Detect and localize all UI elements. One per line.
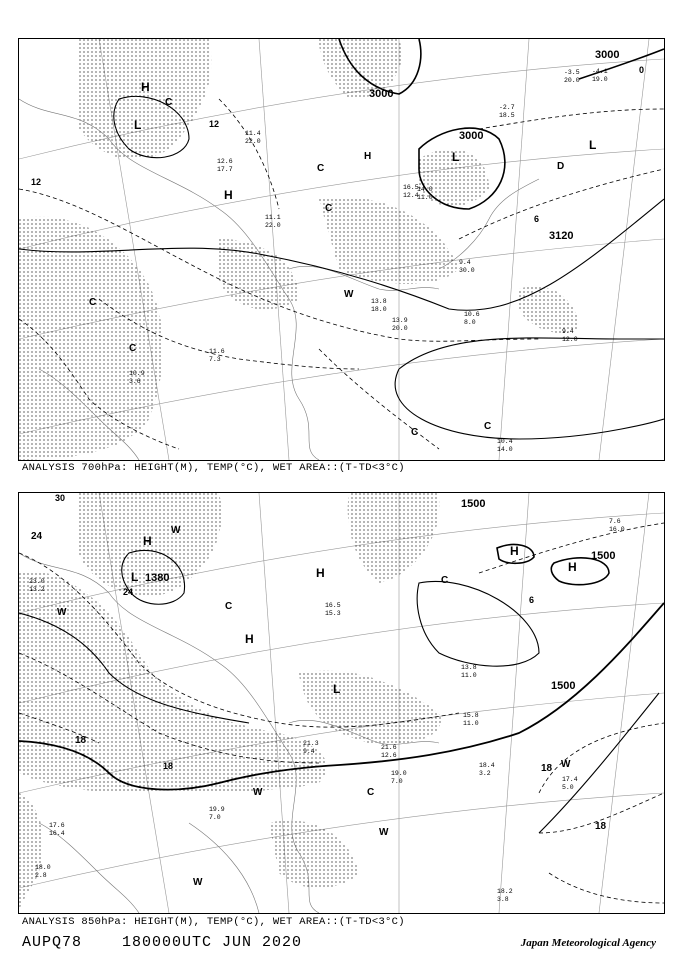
station-plot xyxy=(325,602,341,617)
pressure-center-low: L xyxy=(134,118,142,132)
svg-text:17.4: 17.4 xyxy=(562,776,578,783)
pressure-center-low: L xyxy=(131,570,139,584)
station-plot xyxy=(463,712,479,727)
station-plot xyxy=(497,438,513,453)
station-plot xyxy=(49,822,65,837)
cold-center-marker: C xyxy=(317,163,325,174)
isotherm-label: 18 xyxy=(541,763,553,774)
map-850hpa-caption: ANALYSIS 850hPa: HEIGHT(M), TEMP(°C), WET AREA::(T-TD<3°C) xyxy=(22,916,405,928)
svg-text:9.4: 9.4 xyxy=(303,748,315,755)
svg-text:7.3: 7.3 xyxy=(209,356,221,363)
height-label-3000-n: 3000 xyxy=(369,88,394,100)
pressure-center-low: L xyxy=(589,138,597,152)
height-label-3000-low: 3000 xyxy=(459,130,484,142)
svg-text:18.0: 18.0 xyxy=(35,864,51,871)
svg-text:16.5: 16.5 xyxy=(403,184,419,191)
station-plot xyxy=(381,744,397,759)
cold-center-marker: C xyxy=(225,601,233,612)
svg-text:11.1: 11.1 xyxy=(265,214,281,221)
height-label-1500-n: 1500 xyxy=(461,498,486,510)
svg-text:7.6: 7.6 xyxy=(609,518,621,525)
station-plot xyxy=(499,104,515,119)
svg-text:20.0: 20.0 xyxy=(564,77,580,84)
svg-text:16.0: 16.0 xyxy=(609,526,625,533)
svg-text:9.4: 9.4 xyxy=(459,259,471,266)
pressure-center-high: H xyxy=(224,188,233,202)
svg-text:12.6: 12.6 xyxy=(217,158,233,165)
pressure-center-high: H xyxy=(510,544,519,558)
warm-center-marker: W xyxy=(561,759,571,770)
height-label-1500-e: 1500 xyxy=(551,680,576,692)
svg-text:19.0: 19.0 xyxy=(391,770,407,777)
station-plot xyxy=(391,770,407,785)
map-850hpa xyxy=(18,492,665,914)
cold-center-marker: C xyxy=(165,97,173,108)
svg-text:22.0: 22.0 xyxy=(265,222,281,229)
svg-text:8.0: 8.0 xyxy=(464,319,476,326)
isotherm-label: 24 xyxy=(123,587,134,597)
warm-center-marker: W xyxy=(379,827,389,838)
station-plot xyxy=(461,664,477,679)
isotherm-label: 24 xyxy=(31,531,43,542)
isotherm-label: 18 xyxy=(163,761,174,771)
height-label-3000-ne: 3000 xyxy=(595,49,620,61)
svg-text:17.6: 17.6 xyxy=(49,822,65,829)
warm-center-marker: W xyxy=(171,525,181,536)
warm-center-marker: W xyxy=(57,607,67,618)
station-plot xyxy=(245,130,261,145)
svg-text:13.8: 13.8 xyxy=(371,298,387,305)
svg-text:11.0: 11.0 xyxy=(463,720,479,727)
wet-areas xyxy=(19,39,579,460)
svg-text:2.8: 2.8 xyxy=(35,872,47,879)
svg-text:11.0: 11.0 xyxy=(461,672,477,679)
station-plot xyxy=(35,864,51,879)
svg-text:18.4: 18.4 xyxy=(479,762,495,769)
station-plot xyxy=(464,311,480,326)
isotherm-label: 6 xyxy=(529,595,535,605)
svg-text:-3.5: -3.5 xyxy=(564,69,580,76)
wet-areas xyxy=(19,493,441,913)
station-plot xyxy=(209,348,225,363)
cold-center-marker: C xyxy=(441,575,449,586)
svg-text:-2.7: -2.7 xyxy=(499,104,515,111)
station-plot xyxy=(417,186,433,201)
svg-text:14.0: 14.0 xyxy=(417,186,433,193)
svg-text:18.2: 18.2 xyxy=(497,888,513,895)
svg-text:16.5: 16.5 xyxy=(325,602,341,609)
station-plot xyxy=(479,762,495,777)
svg-text:30.0: 30.0 xyxy=(459,267,475,274)
cold-center-marker: C xyxy=(89,297,97,308)
isotherm-label: 18 xyxy=(75,735,87,746)
station-plot xyxy=(564,69,580,84)
svg-text:18.5: 18.5 xyxy=(499,112,515,119)
svg-text:13.8: 13.8 xyxy=(461,664,477,671)
station-plot xyxy=(209,806,225,821)
map-700hpa xyxy=(18,38,665,461)
cold-center-marker: C xyxy=(367,787,375,798)
svg-text:5.0: 5.0 xyxy=(562,784,574,791)
pressure-center-high: H xyxy=(141,80,150,94)
temp-marker-d: D xyxy=(557,161,565,172)
svg-text:11.4: 11.4 xyxy=(245,130,261,137)
svg-text:20.0: 20.0 xyxy=(392,325,408,332)
svg-text:-4.1: -4.1 xyxy=(592,68,608,75)
svg-text:23.0: 23.0 xyxy=(29,578,45,585)
svg-text:7.0: 7.0 xyxy=(209,814,221,821)
height-label-1380: 1380 xyxy=(145,572,170,584)
map-700hpa-canvas xyxy=(19,39,664,460)
svg-text:21.6: 21.6 xyxy=(381,744,397,751)
cold-center-marker: C xyxy=(129,343,137,354)
warm-center-marker: W xyxy=(344,289,354,300)
cold-center-marker: C xyxy=(411,427,419,438)
station-plot xyxy=(265,214,281,229)
svg-text:7.0: 7.0 xyxy=(391,778,403,785)
station-plot xyxy=(609,518,625,533)
svg-text:3.8: 3.8 xyxy=(497,896,509,903)
station-plot xyxy=(392,317,408,332)
svg-text:16.4: 16.4 xyxy=(49,830,65,837)
svg-text:14.0: 14.0 xyxy=(497,446,513,453)
isotherm-label: 12 xyxy=(31,177,42,187)
warm-center-marker: W xyxy=(253,787,263,798)
svg-text:19.0: 19.0 xyxy=(592,76,608,83)
map-850hpa-canvas xyxy=(19,493,664,913)
svg-text:19.9: 19.9 xyxy=(209,806,225,813)
isotherm-label: 6 xyxy=(534,214,540,224)
svg-text:3.2: 3.2 xyxy=(479,770,491,777)
agency-credit: Japan Meteorological Agency xyxy=(520,937,656,949)
pressure-center-high: H xyxy=(316,566,325,580)
svg-text:12.0: 12.0 xyxy=(562,336,578,343)
height-label-3120: 3120 xyxy=(549,230,574,242)
station-plot xyxy=(371,298,387,313)
svg-text:13.2: 13.2 xyxy=(29,586,45,593)
station-plot xyxy=(592,68,608,83)
svg-text:13.9: 13.9 xyxy=(392,317,408,324)
svg-text:15.3: 15.3 xyxy=(325,610,341,617)
svg-text:3.6: 3.6 xyxy=(129,378,141,385)
pressure-center-high: H xyxy=(568,560,577,574)
pressure-center-low: L xyxy=(452,150,460,164)
isotherm-label: 12 xyxy=(209,119,220,129)
chart-code: AUPQ78 xyxy=(22,934,83,951)
station-plot xyxy=(497,888,513,903)
height-label-1500-ne: 1500 xyxy=(591,550,616,562)
pressure-center-high: H xyxy=(364,151,372,162)
svg-text:15.8: 15.8 xyxy=(463,712,479,719)
cold-center-marker: C xyxy=(325,203,333,214)
pressure-center-high: H xyxy=(143,534,152,548)
map-700hpa-caption: ANALYSIS 700hPa: HEIGHT(M), TEMP(°C), WET AREA::(T-TD<3°C) xyxy=(22,462,405,474)
svg-text:11.0: 11.0 xyxy=(417,194,433,201)
svg-text:12.4: 12.4 xyxy=(403,192,419,199)
station-plot xyxy=(459,259,475,274)
isotherm-label: 30 xyxy=(55,493,66,503)
pressure-center-low: L xyxy=(333,682,341,696)
svg-text:10.6: 10.6 xyxy=(464,311,480,318)
warm-center-marker: W xyxy=(193,877,203,888)
svg-text:17.7: 17.7 xyxy=(217,166,233,173)
svg-text:9.4: 9.4 xyxy=(562,328,574,335)
station-plot xyxy=(403,184,419,199)
pressure-center-high: H xyxy=(245,632,254,646)
valid-time: 180000UTC JUN 2020 xyxy=(122,934,303,951)
station-plot xyxy=(29,578,45,593)
cold-center-marker: C xyxy=(484,421,492,432)
isotherm-label: 18 xyxy=(595,821,607,832)
svg-text:10.9: 10.9 xyxy=(129,370,145,377)
svg-text:18.0: 18.0 xyxy=(371,306,387,313)
chart-identifier xyxy=(22,934,302,951)
station-plot xyxy=(562,776,578,791)
svg-text:21.3: 21.3 xyxy=(303,740,319,747)
isotherm-label: 0 xyxy=(639,65,645,75)
svg-text:22.0: 22.0 xyxy=(245,138,261,145)
svg-text:12.6: 12.6 xyxy=(381,752,397,759)
station-plot xyxy=(217,158,233,173)
svg-text:11.6: 11.6 xyxy=(209,348,225,355)
svg-text:10.4: 10.4 xyxy=(497,438,513,445)
